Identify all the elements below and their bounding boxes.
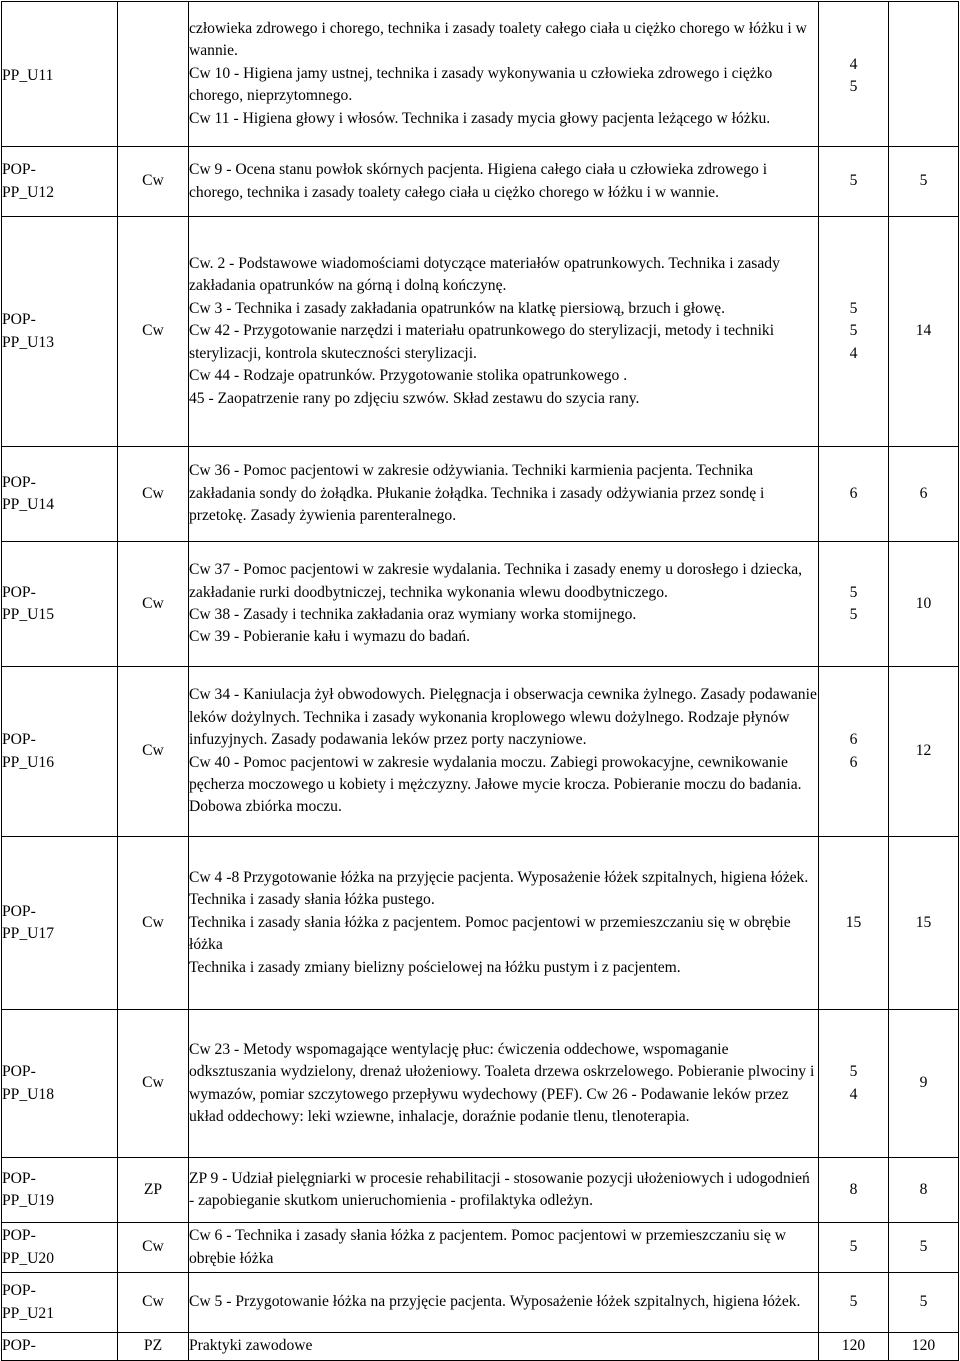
table-row	[2, 1010, 959, 1158]
topic-cell	[189, 1223, 819, 1273]
topic-cell	[189, 837, 819, 1010]
hours-value: 5	[849, 583, 858, 601]
learning-outcome-code: POP- PP_U21	[2, 1273, 118, 1333]
total-hours: 8	[889, 1158, 959, 1223]
table-row	[2, 1158, 959, 1223]
class-form: Cw	[118, 147, 189, 217]
topic-text: Cw 23 - Metody wspomagające wentylację płuc: ćwiczenia oddechowe, wspomaganie odksztuszania wydzielony, drenaż ułożeniowy. Toaleta drzewa oskrzelowego. Pobieranie plwociny i wymazów, pomiar szczytowego przepływu wydechowy (PEF). Cw 26 - Podawanie leków przez układ oddechowy: leki wziewne, inhalacje, doraźnie podanie tlenu, tlenoterapia.	[189, 1040, 815, 1125]
syllabus-body	[2, 2, 959, 1361]
hours-value: 6	[849, 731, 858, 749]
topic-text: Cw 5 - Przygotowanie łóżka na przyjęcie pacjenta. Wyposażenie łóżek szpitalnych, higiena łóżek.	[189, 1293, 801, 1311]
topic-cell	[189, 217, 819, 447]
total-hours: 5	[889, 1273, 959, 1333]
hours-value: 5	[849, 78, 858, 95]
topic-text: 45 - Zaopatrzenie rany po zdjęciu szwów. Skład zestawu do szycia rany.	[189, 389, 640, 407]
learning-outcome-code: POP- PP_U18	[2, 1010, 118, 1158]
table-row	[2, 147, 959, 217]
class-form: ZP	[118, 1158, 189, 1223]
class-form: Cw	[118, 542, 189, 667]
topic-text: Technika i zasady zmiany bielizny pościelowej na łóżku pustym i z pacjentem.	[189, 958, 681, 976]
hours-cell	[819, 667, 889, 837]
hours-cell	[819, 1223, 889, 1273]
topic-cell	[189, 542, 819, 667]
topic-text: Praktyki zawodowe	[189, 1337, 313, 1355]
hours-value: 8	[849, 1180, 858, 1198]
syllabus-table	[1, 1, 959, 1361]
total-hours: 120	[889, 1333, 959, 1361]
topic-text: Cw 39 - Pobieranie kału i wymazu do badań.	[189, 628, 471, 646]
hours-value: 120	[841, 1337, 866, 1355]
total-hours: 9	[889, 1010, 959, 1158]
total-hours: 5	[889, 1223, 959, 1273]
hours-value: 4	[849, 1085, 858, 1103]
class-form: Cw	[118, 217, 189, 447]
topic-text: Cw 10 - Higiena jamy ustnej, technika i zasady wykonywania u człowieka zdrowego i ciężko chorego, nieprzytomnego.	[189, 64, 773, 105]
learning-outcome-code: POP- PP_U12	[2, 147, 118, 217]
table-row	[2, 2, 959, 147]
learning-outcome-code: POP- PP_U17	[2, 837, 118, 1010]
hours-cell	[819, 1010, 889, 1158]
hours-value: 5	[849, 1293, 858, 1311]
topic-text: człowieka zdrowego i chorego, technika i zasady toalety całego ciała u ciężko chorego w łóżku i w wannie.	[189, 19, 807, 60]
topic-cell	[189, 1158, 819, 1223]
hours-value: 5	[849, 1238, 858, 1256]
topic-text: Cw 11 - Higiena głowy i włosów. Technika i zasady mycia głowy pacjenta leżącego w łóżku.	[189, 109, 771, 127]
table-row	[2, 1333, 959, 1361]
topic-cell	[189, 1333, 819, 1361]
topic-text: Cw 36 - Pomoc pacjentowi w zakresie odżywiania. Techniki karmienia pacjenta. Technika zakładania sondy do żołądka. Płukanie żołądka. Technika i zasady odżywiania przez sondę i przetokę. Zasady żywienia parenteralnego.	[189, 462, 765, 525]
hours-cell	[819, 1333, 889, 1361]
total-hours	[889, 2, 959, 147]
topic-text: Cw 38 - Zasady i technika zakładania oraz wymiany worka stomijnego.	[189, 606, 637, 623]
learning-outcome-code: POP- PP_U15	[2, 542, 118, 667]
class-form	[118, 2, 189, 147]
topic-text: Cw 3 - Technika i zasady zakładania opatrunków na klatkę piersiową, brzuch i głowę.	[189, 299, 725, 317]
topic-text: Cw 42 - Przygotowanie narzędzi i materiału opatrunkowego do sterylizacji, metody i techniki sterylizacji, kontrola skuteczności sterylizacji.	[189, 322, 775, 362]
learning-outcome-code: POP-	[2, 1333, 118, 1361]
topic-text: Cw 9 - Ocena stanu powłok skórnych pacjenta. Higiena całego ciała u człowieka zdrowego i chorego, technika i zasady toalety całego ciała u ciężko chorego w łóżku i w wannie.	[189, 161, 768, 201]
total-hours: 6	[889, 447, 959, 542]
hours-value: 6	[849, 484, 858, 502]
total-hours: 5	[889, 147, 959, 217]
topic-cell	[189, 2, 819, 147]
table-row	[2, 1273, 959, 1333]
class-form: Cw	[118, 1273, 189, 1333]
hours-cell	[819, 217, 889, 447]
topic-text: Cw 4 -8 Przygotowanie łóżka na przyjęcie pacjenta. Wyposażenie łóżek szpitalnych, higiena łóżek.	[189, 868, 809, 886]
topic-cell	[189, 1010, 819, 1158]
hours-value: 5	[849, 299, 858, 317]
hours-cell	[819, 147, 889, 217]
hours-value: 6	[849, 753, 858, 771]
hours-cell	[819, 837, 889, 1010]
hours-value: 15	[845, 913, 862, 931]
class-form: Cw	[118, 1223, 189, 1273]
topic-text: Cw 37 - Pomoc pacjentowi w zakresie wydalania. Technika i zasady enemy u dorosłego i dziecka, zakładanie rurki doodbytniczej, technika wykonania wlewu doodbytniczego.	[189, 561, 803, 601]
hours-value: 5	[849, 606, 858, 623]
class-form: PZ	[118, 1333, 189, 1361]
topic-cell	[189, 1273, 819, 1333]
topic-text: Cw 44 - Rodzaje opatrunków. Przygotowanie stolika opatrunkowego .	[189, 367, 628, 385]
hours-cell	[819, 1158, 889, 1223]
class-form: Cw	[118, 1010, 189, 1158]
topic-cell	[189, 667, 819, 837]
hours-value: 5	[849, 1063, 858, 1081]
topic-text: Cw 34 - Kaniulacja żył obwodowych. Pielęgnacja i obserwacja cewnika żylnego. Zasady podawanie leków dożylnych. Technika i zasady wykonania kroplowego wlewu dożylnego. Rodzaje płynów infuzyjnych. Zasady podawania leków przez porty naczyniowe.	[189, 686, 817, 749]
total-hours: 10	[889, 542, 959, 667]
hours-value: 5	[849, 322, 858, 340]
class-form: Cw	[118, 447, 189, 542]
hours-cell	[819, 2, 889, 147]
table-row	[2, 837, 959, 1010]
hours-value: 4	[849, 55, 858, 73]
topic-cell	[189, 147, 819, 217]
hours-cell	[819, 447, 889, 542]
learning-outcome-code: POP- PP_U14	[2, 447, 118, 542]
topic-text: Cw. 2 - Podstawowe wiadomościami dotyczące materiałów opatrunkowych. Technika i zasady zakładania opatrunków na górną i dolną kończynę.	[189, 255, 780, 295]
table-row	[2, 447, 959, 542]
table-row	[2, 217, 959, 447]
table-row	[2, 1223, 959, 1273]
class-form: Cw	[118, 667, 189, 837]
learning-outcome-code: POP- PP_U19	[2, 1158, 118, 1223]
hours-cell	[819, 1273, 889, 1333]
topic-text: Technika i zasady słania łóżka z pacjentem. Pomoc pacjentowi w przemieszczaniu się w obrębie łóżka	[189, 913, 791, 954]
table-row	[2, 667, 959, 837]
total-hours: 14	[889, 217, 959, 447]
total-hours: 12	[889, 667, 959, 837]
hours-value: 4	[849, 344, 858, 362]
topic-cell	[189, 447, 819, 542]
learning-outcome-code: PP_U11	[2, 2, 118, 147]
topic-text: ZP 9 - Udział pielęgniarki w procesie rehabilitacji - stosowanie pozycji ułożeniowych i udogodnień - zapobieganie skutkom unieruchomienia - profilaktyka odleżyn.	[189, 1169, 810, 1209]
topic-text: Cw 40 - Pomoc pacjentowi w zakresie wydalania moczu. Zabiegi prowokacyjne, cewnikowanie pęcherza moczowego u kobiety i mężczyzny. Jałowe mycie krocza. Pobieranie moczu do badania. Dobowa zbiórka moczu.	[189, 753, 802, 816]
class-form: Cw	[118, 837, 189, 1010]
learning-outcome-code: POP- PP_U20	[2, 1223, 118, 1273]
topic-text: Cw 6 - Technika i zasady słania łóżka z pacjentem. Pomoc pacjentowi w przemieszczaniu się w obrębie łóżka	[189, 1227, 787, 1267]
total-hours: 15	[889, 837, 959, 1010]
topic-text: Technika i zasady słania łóżka pustego.	[189, 891, 435, 909]
hours-value: 5	[849, 172, 858, 190]
table-row	[2, 542, 959, 667]
learning-outcome-code: POP- PP_U16	[2, 667, 118, 837]
learning-outcome-code: POP- PP_U13	[2, 217, 118, 447]
hours-cell	[819, 542, 889, 667]
